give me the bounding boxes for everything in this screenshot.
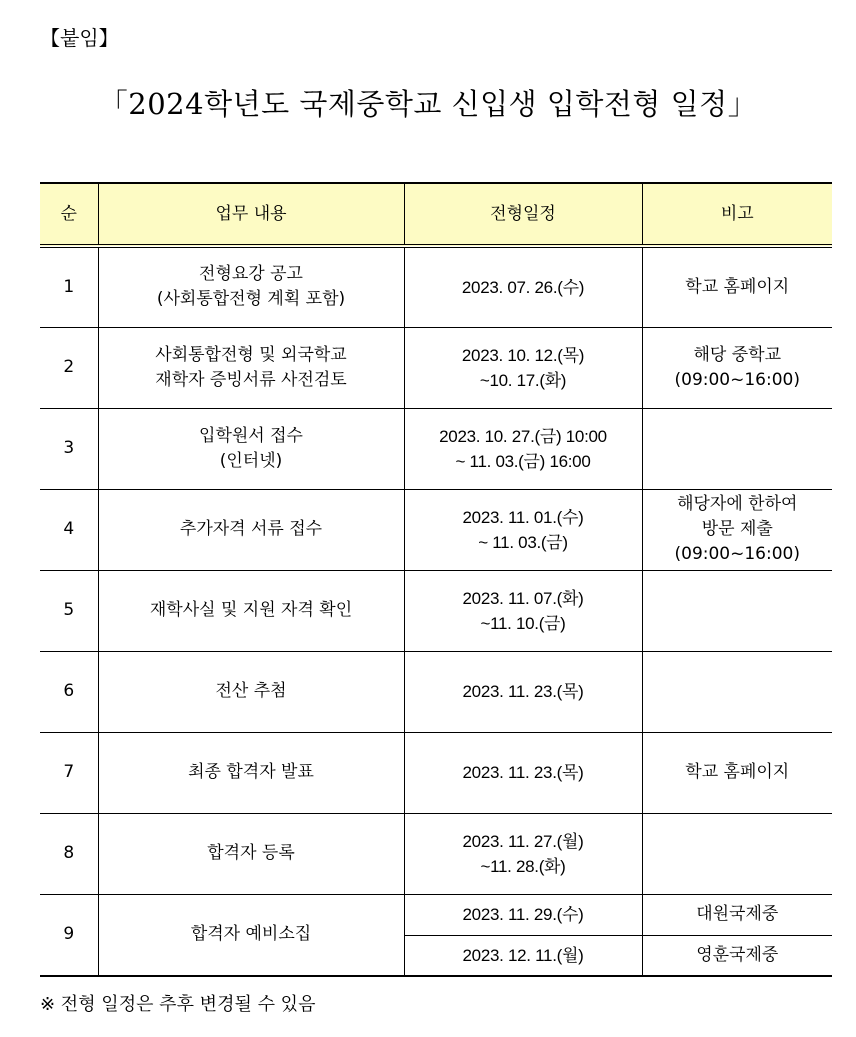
row-schedule (404, 732, 642, 813)
row-schedule-line: 2023. 07. 26.(수) (461, 277, 585, 297)
row-no: 8 (40, 813, 98, 894)
row9-schedule-1: 2023. 11. 29.(수) (404, 894, 642, 935)
row-no: 1 (40, 246, 98, 327)
row-task-line: 합격자 등록 (207, 843, 295, 863)
table-row (40, 408, 832, 489)
row-schedule-line: 2023. 11. 27.(월) (462, 831, 584, 851)
row-note (642, 327, 832, 408)
row-task-line: 전형요강 공고 (199, 264, 303, 285)
row-note (642, 570, 832, 651)
row-note-line: 학교 홈페이지 (685, 276, 790, 297)
row9-task: 합격자 예비소집 (98, 894, 404, 976)
admission-schedule-table (40, 182, 832, 977)
row-note-line: 해당 중학교 (693, 344, 781, 365)
row-schedule (404, 651, 642, 732)
row-schedule (404, 246, 642, 327)
table-row (40, 246, 832, 327)
row-no: 4 (40, 489, 98, 570)
row-task (98, 570, 404, 651)
row-note-line: (09:00~16:00) (674, 369, 800, 390)
table-row (40, 813, 832, 894)
row-task (98, 651, 404, 732)
row-note-line: 해당자에 한하여 (677, 494, 798, 514)
row-task (98, 246, 404, 327)
row-task-line: 최종 합격자 발표 (188, 762, 314, 782)
table-row (40, 570, 832, 651)
row-schedule-line: ~10. 17.(화) (479, 370, 567, 390)
row9-no: 9 (40, 894, 98, 976)
table-header-row (40, 183, 832, 246)
row-task (98, 489, 404, 570)
row-schedule (404, 327, 642, 408)
table-row (40, 651, 832, 732)
row-task (98, 732, 404, 813)
row-task-line: 전산 추첨 (215, 681, 287, 701)
row-schedule (404, 570, 642, 651)
row-task-line: 재학자 증빙서류 사전검토 (155, 369, 347, 390)
row-schedule-line: ~ 11. 03.(금) 16:00 (455, 451, 591, 471)
row-schedule-line: 2023. 11. 23.(목) (462, 763, 584, 782)
row-schedule-line: 2023. 11. 07.(화) (462, 588, 584, 608)
header-note: 비고 (642, 183, 832, 246)
row-schedule (404, 489, 642, 570)
row-no: 2 (40, 327, 98, 408)
row-no: 5 (40, 570, 98, 651)
row-no: 3 (40, 408, 98, 489)
row-schedule-line: 2023. 10. 12.(목) (461, 345, 585, 365)
row-task-line: 재학사실 및 지원 자격 확인 (149, 600, 353, 620)
row-schedule-line: 2023. 11. 23.(목) (462, 682, 584, 701)
row9-schedule-2: 2023. 12. 11.(월) (404, 935, 642, 976)
table-row (40, 732, 832, 813)
row-schedule-line: ~ 11. 03.(금) (478, 532, 568, 552)
row-task-line: 추가자격 서류 접수 (179, 519, 323, 539)
row-note (642, 732, 832, 813)
row9-note-2: 영훈국제중 (642, 935, 832, 976)
table-row (40, 327, 832, 408)
row-schedule-line: 2023. 11. 01.(수) (462, 507, 584, 527)
attachment-label: 【붙임】 (40, 26, 119, 50)
row-note-line: 학교 홈페이지 (685, 762, 790, 782)
row-task (98, 813, 404, 894)
row-task (98, 408, 404, 489)
table-row (40, 489, 832, 570)
header-task: 업무 내용 (98, 183, 404, 246)
row-schedule (404, 813, 642, 894)
row-no: 7 (40, 732, 98, 813)
row-task-line: (사회통합전형 계획 포함) (156, 289, 346, 310)
row-task-line: (인터넷) (219, 450, 283, 471)
row-task (98, 327, 404, 408)
row-note (642, 246, 832, 327)
row-note (642, 408, 832, 489)
row9-note-1: 대원국제중 (642, 894, 832, 935)
header-schedule: 전형일정 (404, 183, 642, 246)
footnote: ※ 전형 일정은 추후 변경될 수 있음 (40, 994, 316, 1015)
table-row-9a (40, 894, 832, 935)
row-note-line: (09:00~16:00) (674, 544, 800, 564)
row-no: 6 (40, 651, 98, 732)
header-no: 순 (40, 183, 98, 246)
row-task-line: 입학원서 접수 (199, 425, 303, 446)
row-schedule-line: ~11. 28.(화) (480, 856, 566, 876)
row-note (642, 489, 832, 570)
row-schedule-line: 2023. 10. 27.(금) 10:00 (439, 426, 607, 446)
row-schedule (404, 408, 642, 489)
row-note (642, 651, 832, 732)
row-note (642, 813, 832, 894)
row-task-line: 사회통합전형 및 외국학교 (155, 344, 347, 365)
row-schedule-line: ~11. 10.(금) (480, 613, 566, 633)
row-note-line: 방문 제출 (701, 519, 773, 539)
document-title: 「2024학년도 국제중학교 신입생 입학전형 일정」 (98, 87, 758, 121)
